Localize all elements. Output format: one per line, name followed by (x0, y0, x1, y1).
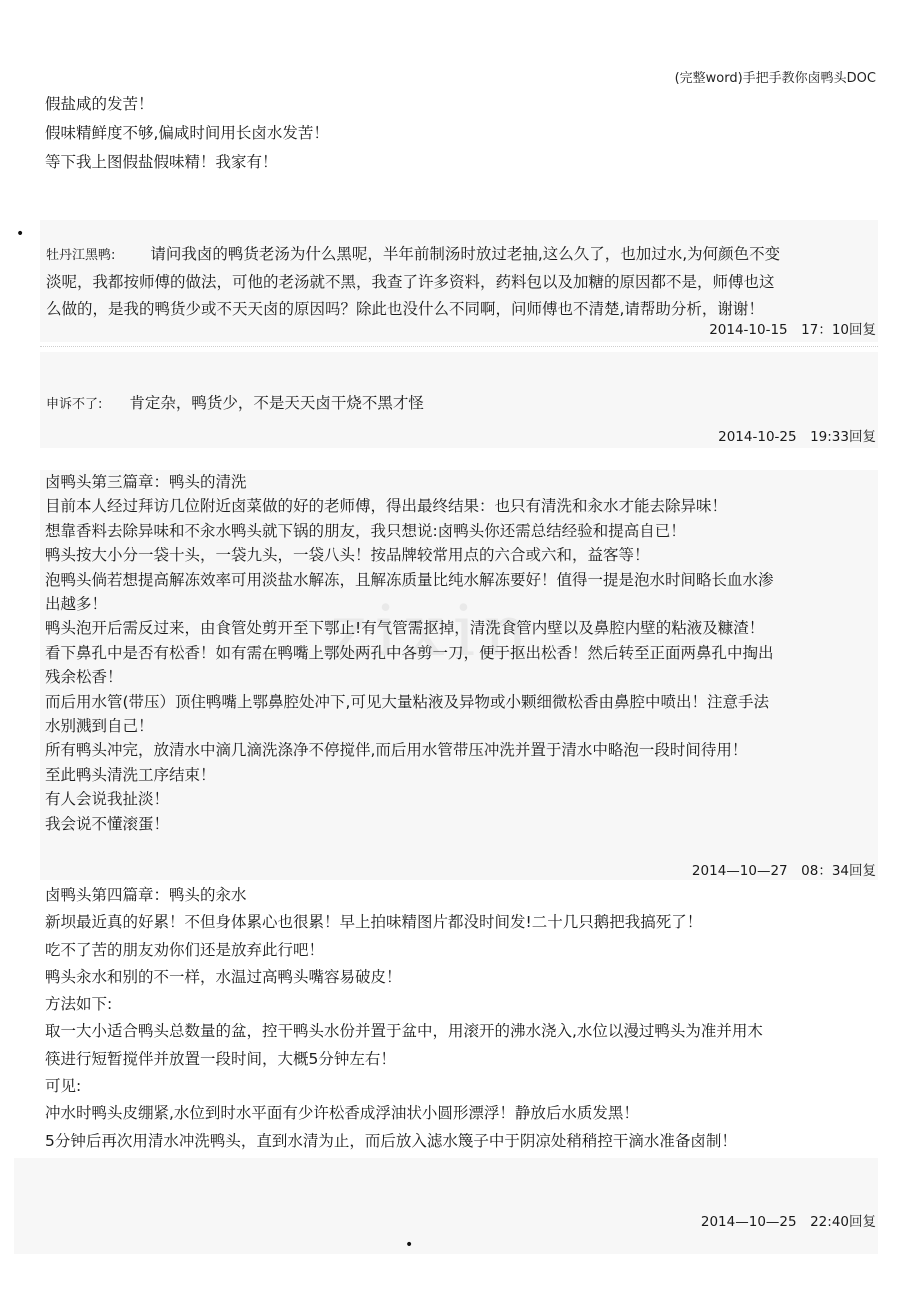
chapter4-line: 新坝最近真的好累！不但身体累心也很累！早上拍味精图片都没时间发!二十几只鹅把我搞死了！ (45, 913, 703, 932)
bullet-icon: • (16, 226, 25, 242)
chapter4-line: 5分钟后再次用清水冲洗鸭头，直到水清为止，而后放入滤水篾子中于阴凉处稍稍控干滴水准备卤制！ (45, 1131, 737, 1150)
chapter4-line: 鸭头汆水和别的不一样，水温过高鸭头嘴容易破皮！ (45, 967, 402, 986)
chapter4-footer-panel (14, 1158, 878, 1254)
chapter3-line: 水别溅到自己！ (45, 717, 154, 736)
question-line: 请问我卤的鸭货老汤为什么黑呢，半年前制汤时放过老抽,这么久了，也加过水,为何颜色不变 (150, 245, 781, 263)
document-header-title: (完整word)手把手教你卤鸭头DOC (674, 71, 876, 86)
chapter3-title: 卤鸭头第三篇章：鸭头的清洗 (45, 473, 247, 491)
reply-poster-name[interactable]: 申诉不了: (46, 397, 103, 412)
chapter3-line: 看下鼻孔中是否有松香！如有需在鸭嘴上鄂处两孔中各剪一刀，便于抠出松香！然后转至正面两鼻孔中掏出 (45, 643, 774, 662)
chapter4-line: 方法如下: (45, 995, 113, 1014)
chapter4-line: 取一大小适合鸭头总数量的盆，控干鸭头水份并置于盆中，用滚开的沸水浇入,水位以漫过鸭头为准并用木 (45, 1022, 763, 1041)
chapter4-title: 卤鸭头第四篇章：鸭头的汆水 (45, 886, 247, 904)
chapter3-top-strip (40, 448, 878, 470)
chapter3-line: 想靠香料去除异味和不汆水鸭头就下锅的朋友，我只想说:卤鸭头你还需总结经验和提高自已！ (45, 521, 686, 540)
question-line: 淡呢，我都按师傅的做法，可他的老汤就不黑，我查了许多资料，药料包以及加糖的原因都不是，师傅也这 (46, 273, 775, 291)
chapter4-line: 吃不了苦的朋友劝你们还是放弃此行吧！ (45, 940, 325, 959)
question-line: 么做的，是我的鸭货少或不天天卤的原因吗？除此也没什么不同啊，问师傅也不清楚,请帮助分析，谢谢！ (46, 300, 764, 318)
question-text (46, 241, 878, 323)
chapter3-line: 目前本人经过拜访几位附近卤菜做的好的老师傅，得出最终结果：也只有清洗和汆水才能去除异味！ (45, 497, 728, 516)
bullet-icon: • (405, 1237, 414, 1253)
question-poster-name[interactable]: 牡丹江黑鸭: (46, 248, 116, 263)
chapter3-line: 至此鸭头清洗工序结束！ (45, 765, 216, 784)
reply-content: 肯定杂，鸭货少，不是天天卤干烧不黑才怪 (129, 394, 424, 412)
intro-line: 等下我上图假盐假味精！我家有！ (45, 153, 278, 171)
chapter3-line: 所有鸭头冲完，放清水中滴几滴洗涤净不停搅伴,而后用水管带压冲洗并置于清水中略泡一段时间待用！ (45, 741, 748, 760)
reply-text (46, 390, 878, 418)
intro-block (45, 90, 880, 177)
chapter3-line: 残余松香！ (45, 668, 123, 687)
chapter3-line: 出越多！ (45, 595, 108, 614)
chapter4-line: 筷进行短暂搅伴并放置一段时间，大概5分钟左右！ (45, 1049, 396, 1068)
watermark: zixin (330, 590, 537, 672)
chapter3-line: 鸭头泡开后需反过来，由食管处剪开至下鄂止!有气管需抠掉，清洗食管内壁以及鼻腔内壁的粘液及糠渣！ (45, 619, 765, 638)
chapter4-date-reply-link[interactable]: 2014—10—25 22:40回复 (700, 1214, 876, 1230)
question-date-reply-link[interactable]: 2014-10-15 17：10回复 (709, 322, 876, 338)
chapter3-line: 鸭头按大小分一袋十头，一袋九头，一袋八头！按品牌较常用点的六合或六和，益客等！ (45, 546, 650, 565)
reply-date-reply-link[interactable]: 2014-10-25 19:33回复 (718, 429, 876, 445)
chapter3-line: 而后用水管(带压）顶住鸭嘴上鄂鼻腔处冲下,可见大量粘液及异物或小颗细微松香由鼻腔中喷出！注意手法 (45, 692, 769, 711)
chapter3-date-reply-link[interactable]: 2014—10—27 08：34回复 (691, 863, 876, 879)
separator-dotted (40, 346, 878, 347)
chapter3-line: 我会说不懂滚蛋！ (45, 814, 170, 833)
question-panel (40, 220, 878, 342)
chapter4-line: 可见: (45, 1077, 82, 1096)
intro-line: 假味精鲜度不够,偏咸时间用长卤水发苦！ (45, 124, 329, 142)
chapter3-line: 有人会说我扯淡！ (45, 790, 170, 809)
chapter4-line: 冲水时鸭头皮绷紧,水位到时水平面有少许松香成浮油状小圆形漂浮！静放后水质发黑！ (45, 1104, 639, 1123)
chapter4-text (45, 882, 880, 1155)
chapter3-line: 泡鸭头倘若想提高解冻效率可用淡盐水解冻，且解冻质量比纯水解冻要好！值得一提是泡水时间略长血水渗 (45, 570, 774, 589)
intro-line: 假盐咸的发苦！ (45, 95, 154, 113)
reply-panel (40, 352, 878, 448)
